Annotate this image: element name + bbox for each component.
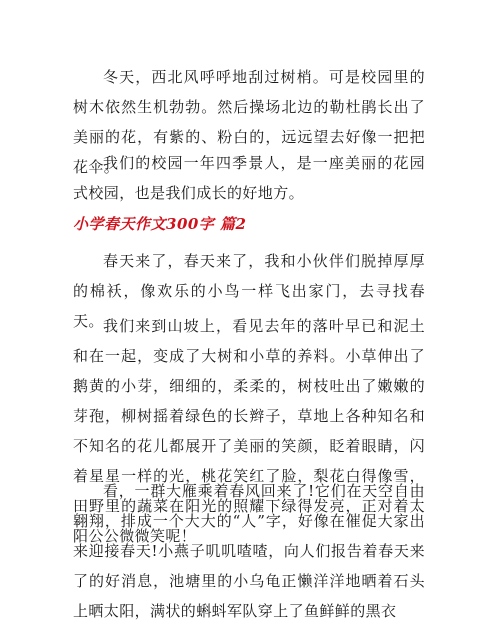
paragraph-spring-arrives: 春天来了，春天来了，我和小伙伴们脱掉厚厚的棉袄，像欢乐的小鸟一样飞出家门，去寻找春天。 [73, 252, 425, 330]
paragraph-geese: 看，一群大雁乘着春风回来了!它们在天空自由翱翔，排成一个大大的“人”字，好像在催促大家出来迎接春天!小燕子叽叽喳喳，向人们报告着春天来了的好消息，池塘里的小乌龟正懒洋洋地晒着石头上晒太阳，满状的蝌蚪军队穿上了鱼鲜鲜的黑衣 [73, 482, 425, 620]
paragraph-hillside: 我们来到山坡上，看见去年的落叶早已和泥土和在一起，变成了大树和小草的养料。小草伸出了鹅黄的小芽，细细的，柔柔的，树枝吐出了嫩嫩的芽孢，柳树摇着绿色的长辫子，草地上各种知名和不知名的花儿都展开了美丽的笑颜，眨着眼睛，闪着星星一样的光，桃花笑红了脸，梨花白得像雪，田野里的蔬菜在阳光的照耀下绿得发亮，正对着太阳公公微微笑呢！ [73, 317, 425, 545]
paragraph-winter: 冬天，西北风呼呼地刮过树梢。可是校园里的树木依然生机勃勃。然后操场北边的勒杜鹃长出了美丽的花，有紫的、粉白的，远远望去好像一把把花伞。 [73, 68, 425, 176]
paragraph-campus: 我们的校园一年四季景人，是一座美丽的花园式校园，也是我们成长的好地方。 [73, 154, 425, 202]
section-heading: 小学春天作文300字 篇2 [73, 215, 247, 233]
